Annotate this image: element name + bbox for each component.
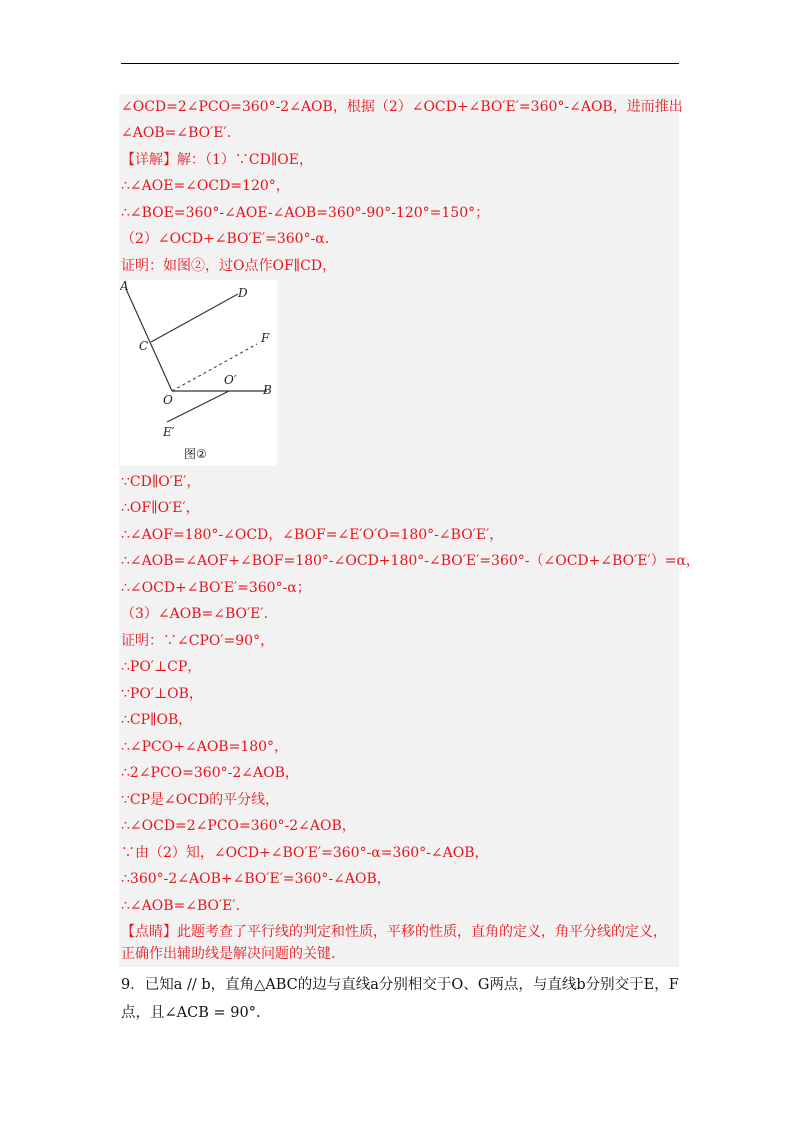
solution-line: 正确作出辅助线是解决问题的关键.: [121, 946, 336, 962]
label-o-prime: O′: [224, 373, 237, 387]
solution-line: ∴CP∥OB，: [121, 712, 193, 728]
label-b: B: [263, 383, 272, 397]
solution-line: ∴∠OCD=2∠PCO=360°-2∠AOB，: [121, 818, 356, 834]
solution-line: ∴∠OCD+∠BO′E′=360°-α；: [121, 580, 311, 596]
solution-line: （2）∠OCD+∠BO′E′=360°-α.: [121, 231, 330, 247]
solution-line: ∴∠AOF=180°-∠OCD，∠BOF=∠E′O′O=180°-∠BO′E′，: [121, 527, 504, 543]
solution-line: 证明：∵∠CPO′=90°，: [121, 633, 275, 649]
line-o-prime-e-prime: [167, 391, 229, 422]
solution-line: 【点睛】此题考查了平行线的判定和性质，平移的性质，直角的定义，角平分线的定义，: [121, 924, 667, 940]
line-of-dashed: [172, 344, 257, 391]
solution-line: ∴2∠PCO=360°-2∠AOB，: [121, 765, 299, 781]
solution-line: （3）∠AOB=∠BO′E′.: [121, 606, 269, 622]
question-line: 9．已知a // b，直角△ABC的边与直线a分别相交于O、G两点，与直线b分别交于E，F: [121, 977, 679, 993]
label-a: A: [120, 280, 129, 293]
line-cd: [151, 294, 238, 342]
solution-line: ∴PO′⊥CP，: [121, 659, 202, 675]
solution-line: ∴∠AOE=∠OCD=120°，: [121, 178, 290, 194]
label-e-prime: E′: [163, 425, 175, 439]
solution-line: ∵由（2）知，∠OCD+∠BO′E′=360°-α=360°-∠AOB，: [121, 845, 489, 861]
solution-line: ∴∠PCO+∠AOB=180°，: [121, 739, 289, 755]
solution-line: ∵CD∥O′E′，: [121, 474, 201, 490]
line-ao: [126, 289, 172, 391]
question-line: 点，且∠ACB = 90°.: [121, 1005, 261, 1021]
solution-line: ∴OF∥O′E′，: [121, 500, 200, 516]
solution-line: 【详解】解：（1）∵CD∥OE，: [121, 152, 314, 168]
geometry-figure: [120, 280, 277, 466]
label-c: C: [139, 339, 149, 353]
label-o: O: [163, 393, 173, 407]
solution-line: ∠AOB=∠BO′E′.: [121, 125, 232, 141]
label-f: F: [261, 331, 270, 345]
solution-line: ∴∠BOE=360°-∠AOE-∠AOB=360°-90°-120°=150°；: [121, 205, 490, 221]
solution-line: 证明：如图②，过O点作OF∥CD，: [121, 258, 337, 274]
solution-line: ∵CP是∠OCD的平分线，: [121, 792, 280, 808]
label-d: D: [238, 286, 248, 300]
figure-caption: 图②: [184, 447, 207, 461]
solution-line: ∴360°-2∠AOB+∠BO′E′=360°-∠AOB，: [121, 871, 391, 887]
figure-svg: [120, 280, 277, 466]
solution-line: ∴∠AOB=∠BO′E′.: [121, 898, 241, 914]
solution-line: ∴∠AOB=∠AOF+∠BOF=180°-∠OCD+180°-∠BO′E′=360°-（∠OCD+∠BO′E′）=α，: [121, 553, 700, 569]
solution-line: ∠OCD=2∠PCO=360°-2∠AOB，根据（2）∠OCD+∠BO′E′=360°-∠AOB，进而推出: [121, 99, 683, 115]
solution-line: ∵PO′⊥OB，: [121, 686, 203, 702]
header-rule: [121, 63, 679, 64]
